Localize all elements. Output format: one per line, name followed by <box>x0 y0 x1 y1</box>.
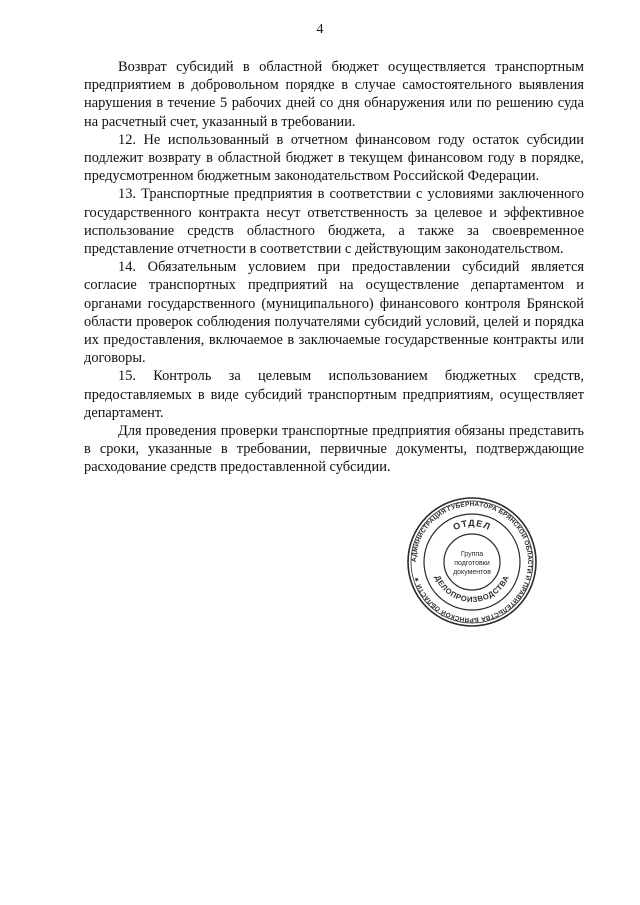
paragraph-subsidy-return: Возврат субсидий в областной бюджет осуществляется транспортным предприятием в добровольном порядке в случае самостоятельного выявления нарушения в течение 5 рабочих дней со дня обнаружения или по решению суда на расчетный счет, указанный в требовании. <box>84 59 584 130</box>
paragraph-12: 12. Не использованный в отчетном финансовом году остаток субсидии подлежит возврату в областной бюджет в текущем финансовом году в порядке, предусмотренном бюджетным законодательством Российской Федерации. <box>84 131 584 185</box>
page-number: 4 <box>316 22 324 37</box>
svg-text:ОТДЕЛ: ОТДЕЛ <box>451 517 493 533</box>
svg-text:документов: документов <box>453 569 491 576</box>
stamp-seal-icon <box>406 496 538 628</box>
paragraph-inspection: Для проведения проверки транспортные предприятия обязаны представить в сроки, указанные в требовании, первичные документы, подтверждающие расходование средств предоставленной субсидии. <box>84 423 584 476</box>
document-body <box>84 58 584 477</box>
svg-text:ДЕЛОПРОИЗВОДСТВА: ДЕЛОПРОИЗВОДСТВА <box>432 573 512 605</box>
official-stamp <box>406 496 538 628</box>
svg-text:Группа: Группа <box>460 551 484 558</box>
paragraph-15: 15. Контроль за целевым использованием бюджетных средств, предоставляемых в виде субсидий транспортным предприятиям, осуществляет департамент. <box>84 368 584 421</box>
svg-text:подготовки: подготовки <box>454 560 490 567</box>
paragraph-14: 14. Обязательным условием при предоставлении субсидий является согласие транспортных предприятий на осуществление департаментом и органами государственного (муниципального) финансового контроля Брянской области проверок соблюдения получателями субсидий условий, целей и порядка их предоставления, включаемое в заключаемые государственные контракты или договоры. <box>84 259 584 367</box>
paragraph-13: 13. Транспортные предприятия в соответствии с условиями заключенного государственного контракта несут ответственность за целевое и эффективное использование средств областного бюджета, а также за своевременное представление отчетности в соответствии с действующим законодательством. <box>84 186 584 258</box>
svg-text:АДМИНИСТРАЦИЯ ГУБЕРНАТОРА БРЯН: АДМИНИСТРАЦИЯ ГУБЕРНАТОРА БРЯНСКОЙ ОБЛАСТИ И ПРАВИТЕЛЬСТВА БРЯНСКОЙ ОБЛАСТИ ★ <box>410 500 534 624</box>
